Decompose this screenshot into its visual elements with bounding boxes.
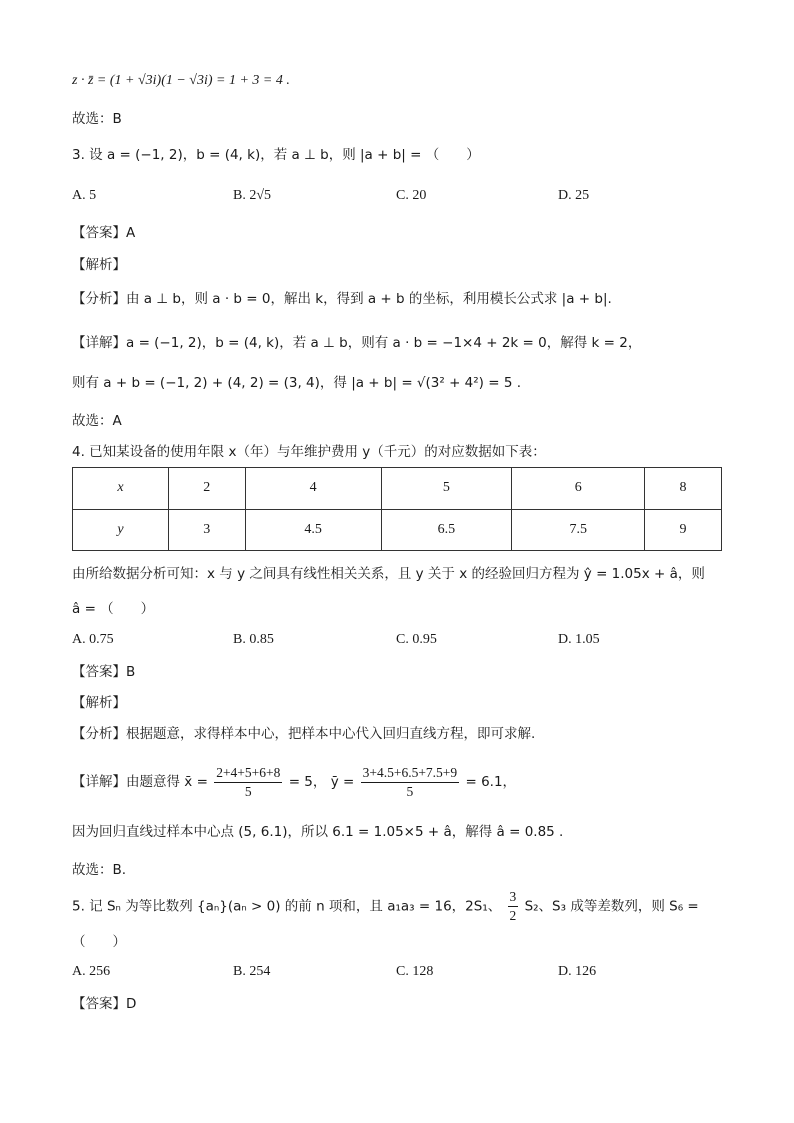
table-cell: 9: [645, 509, 722, 551]
y-mean-denominator: 5: [406, 783, 414, 799]
table-cell: 5: [381, 468, 512, 510]
table-cell: 8: [645, 468, 722, 510]
table-cell: x: [73, 468, 169, 510]
q5-fraction: [508, 888, 519, 925]
q5-stem: [72, 888, 699, 925]
table-cell: 7.5: [512, 509, 645, 551]
q5-fraction-numerator: 3: [508, 888, 519, 907]
q3-answer: 【答案】A: [72, 225, 136, 241]
q4-detail-solve: 因为回归直线过样本中心点 (5, 6.1)，所以 6.1 = 1.05×5 + â，解得 â = 0.85 .: [72, 824, 564, 840]
q5-stem-part2: S₂、S₃ 成等差数列，则 S₆ =: [524, 898, 699, 915]
table-cell: 4: [245, 468, 381, 510]
table-row-y: [73, 509, 722, 551]
q2-solution-line: z · z̄ = (1 + √3i)(1 − √3i) = 1 + 3 = 4 .: [72, 73, 290, 88]
q5-stem-part1: 5. 记 Sₙ 为等比数列 {aₙ}(aₙ > 0) 的前 n 项和，且 a₁a₃ = 16，2S₁、: [72, 898, 502, 915]
table-cell: 4.5: [245, 509, 381, 551]
q4-regression-statement: 由所给数据分析可知：x 与 y 之间具有线性相关关系，且 y 关于 x 的经验回归方程为 ŷ = 1.05x + â，则: [72, 566, 705, 582]
q4-question: â = （ ）: [72, 601, 155, 617]
x-mean-denominator: 5: [244, 783, 252, 799]
q5-option-b: B. 254: [233, 964, 271, 979]
q4-data-table: [72, 467, 722, 551]
table-cell: 3: [168, 509, 245, 551]
q5-answer: 【答案】D: [72, 996, 137, 1012]
table-cell: 6.5: [381, 509, 512, 551]
q4-option-a: A. 0.75: [72, 632, 114, 647]
x-mean-numerator: 2+4+5+6+8: [214, 764, 282, 783]
q5-blank: （ ）: [72, 934, 126, 950]
q3-analysis: 【分析】由 a ⊥ b，则 a · b = 0，解出 k，得到 a + b 的坐标，利用模长公式求 |a + b|.: [72, 291, 612, 307]
y-mean-label: ȳ =: [330, 774, 355, 790]
table-cell: 6: [512, 468, 645, 510]
q5-fraction-denominator: 2: [509, 908, 517, 923]
detail-prefix: 【详解】由题意得 x̄ =: [72, 774, 208, 790]
q3-stem: 3. 设 a = (−1, 2)，b = (4, k)，若 a ⊥ b，则 |a + b| = （ ）: [72, 147, 480, 163]
q2-answer-choice: 故选：B: [72, 111, 122, 127]
q3-option-d: D. 25: [558, 188, 590, 203]
q3-option-a: A. 5: [72, 188, 97, 203]
q4-option-d: D. 1.05: [558, 632, 600, 647]
q4-analysis: 【分析】根据题意，求得样本中心，把样本中心代入回归直线方程，即可求解.: [72, 726, 536, 742]
q3-detail-line2: 则有 a + b = (−1, 2) + (4, 2) = (3, 4)，得 |a + b| = √(3² + 4²) = 5 .: [72, 375, 522, 391]
q4-analysis-heading: 【解析】: [72, 695, 126, 711]
table-cell: y: [73, 509, 169, 551]
y-mean-numerator: 3+4.5+6.5+7.5+9: [361, 764, 460, 783]
q5-option-a: A. 256: [72, 964, 111, 979]
q3-choice: 故选：A: [72, 413, 122, 429]
q5-option-d: D. 126: [558, 964, 597, 979]
y-mean-fraction: [361, 764, 460, 801]
q4-option-b: B. 0.85: [233, 632, 274, 647]
q4-detail-means: [72, 762, 516, 802]
q4-choice: 故选：B.: [72, 862, 127, 878]
q3-detail-line1: 【详解】a = (−1, 2)，b = (4, k)，若 a ⊥ b，则有 a · b = −1×4 + 2k = 0，解得 k = 2，: [72, 335, 642, 351]
x-mean-result: = 5，: [288, 774, 327, 790]
q3-option-c: C. 20: [396, 188, 427, 203]
q3-option-b: B. 2√5: [233, 188, 272, 203]
q4-stem: 4. 已知某设备的使用年限 x（年）与年维护费用 y（千元）的对应数据如下表：: [72, 444, 546, 460]
q4-option-c: C. 0.95: [396, 632, 437, 647]
q3-analysis-heading: 【解析】: [72, 257, 126, 273]
q5-option-c: C. 128: [396, 964, 434, 979]
table-row-x: [73, 468, 722, 510]
q4-answer: 【答案】B: [72, 664, 136, 680]
y-mean-result: = 6.1，: [465, 774, 517, 790]
x-mean-fraction: [214, 764, 282, 801]
table-cell: 2: [168, 468, 245, 510]
